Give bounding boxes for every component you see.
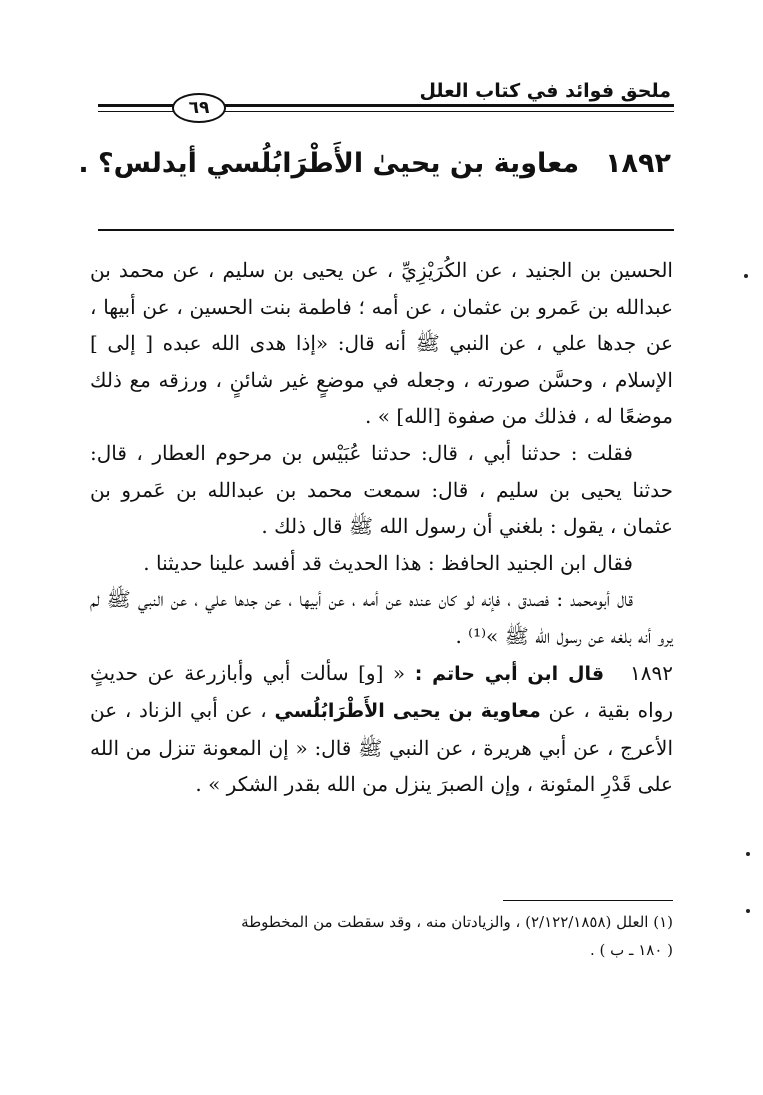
paragraph-4: قال أبومحمد : فصدق ، فإنه لو كان عنده عن أمه ، عن أبيها ، عن جدها علي ، عن النبي ﷺ لم يرو أنه بلغه عن رسول الله ﷺ »⁽¹⁾ .: [90, 587, 673, 648]
entry-title: معاوية بن يحيىٰ الأَطْرَابُلُسي أيدلس؟ .: [78, 148, 580, 179]
paragraph-2: فقلت : حدثنا أبي ، قال: حدثنا عُبَيْس بن مرحوم العطار ، قال: حدثنا يحيى بن سليم ، قال: سمعت محمد بن عبدالله بن عَمرو بن عثمان ، يقول : بلغني أن رسول الله ﷺ قال ذلك .: [90, 440, 673, 539]
header-rule-left-thin: [98, 111, 178, 112]
footnote-line-2: ( ١٨٠ ـ ب ) .: [589, 941, 673, 959]
header-rule-left: [98, 104, 178, 107]
entry-heading: [78, 148, 671, 179]
heading-rule: [98, 229, 674, 231]
paragraph-1: الحسين بن الجنيد ، عن الكُرَيْزِيِّ ، عن يحيى بن سليم ، عن محمد بن عبدالله بن عَمرو بن عثمان ، عن أمه ؛ فاطمة بنت الحسين ، عن أبيها ، عن جدها علي ، عن النبي ﷺ أنه قال: «إذا هدى الله عبده [ إلى ] الإسلام ، وحسَّن صورته ، وجعله في موضعٍ غير شائنٍ ، ورزقه مع ذلك موضعًا له ، فذلك من صفوة [الله] » .: [90, 258, 674, 429]
footnote-line-1: (١) العلل (٢/١٢٢/١٨٥٨) ، والزيادتان منه ، وقد سقطت من المخطوطة: [241, 913, 673, 931]
footnote-rule: [503, 900, 673, 901]
footnote: [92, 908, 673, 964]
paragraph-5-lead: قال ابن أبي حاتم :: [414, 662, 605, 685]
margin-mark: [744, 274, 748, 278]
paragraph-5-number: ١٨٩٢: [630, 660, 673, 685]
header-rule-right: [222, 104, 674, 107]
paragraph-5-text-a: « [و] سألت أبي وأبازرعة عن حديثٍ رواه بقية ، عن: [90, 660, 673, 723]
paragraph-5-text-b: ، عن أبي الزناد ، عن الأعرج ، عن أبي هريرة ، عن النبي ﷺ قال: « إن المعونة تنزل من الله على قَدْرِ المئونة ، وإن الصبرَ ينزل من الله بقدر الشكر » .: [90, 698, 674, 797]
paragraph-3: فقال ابن الجنيد الحافظ : هذا الحديث قد أفسد علينا حديثنا .: [143, 550, 633, 575]
running-title: ملحق فوائد في كتاب العلل: [419, 80, 671, 102]
header-rule-right-thin: [222, 111, 674, 112]
paragraph-5-narrator: معاوية بن يحيى الأَطْرَابُلُسي: [274, 700, 541, 723]
margin-mark: [746, 909, 750, 913]
body-text: [90, 252, 673, 803]
paragraph-5: [90, 655, 673, 803]
margin-mark: [746, 852, 750, 856]
entry-number: ١٨٩٢: [605, 148, 671, 179]
page-number: ٦٩: [172, 93, 226, 123]
